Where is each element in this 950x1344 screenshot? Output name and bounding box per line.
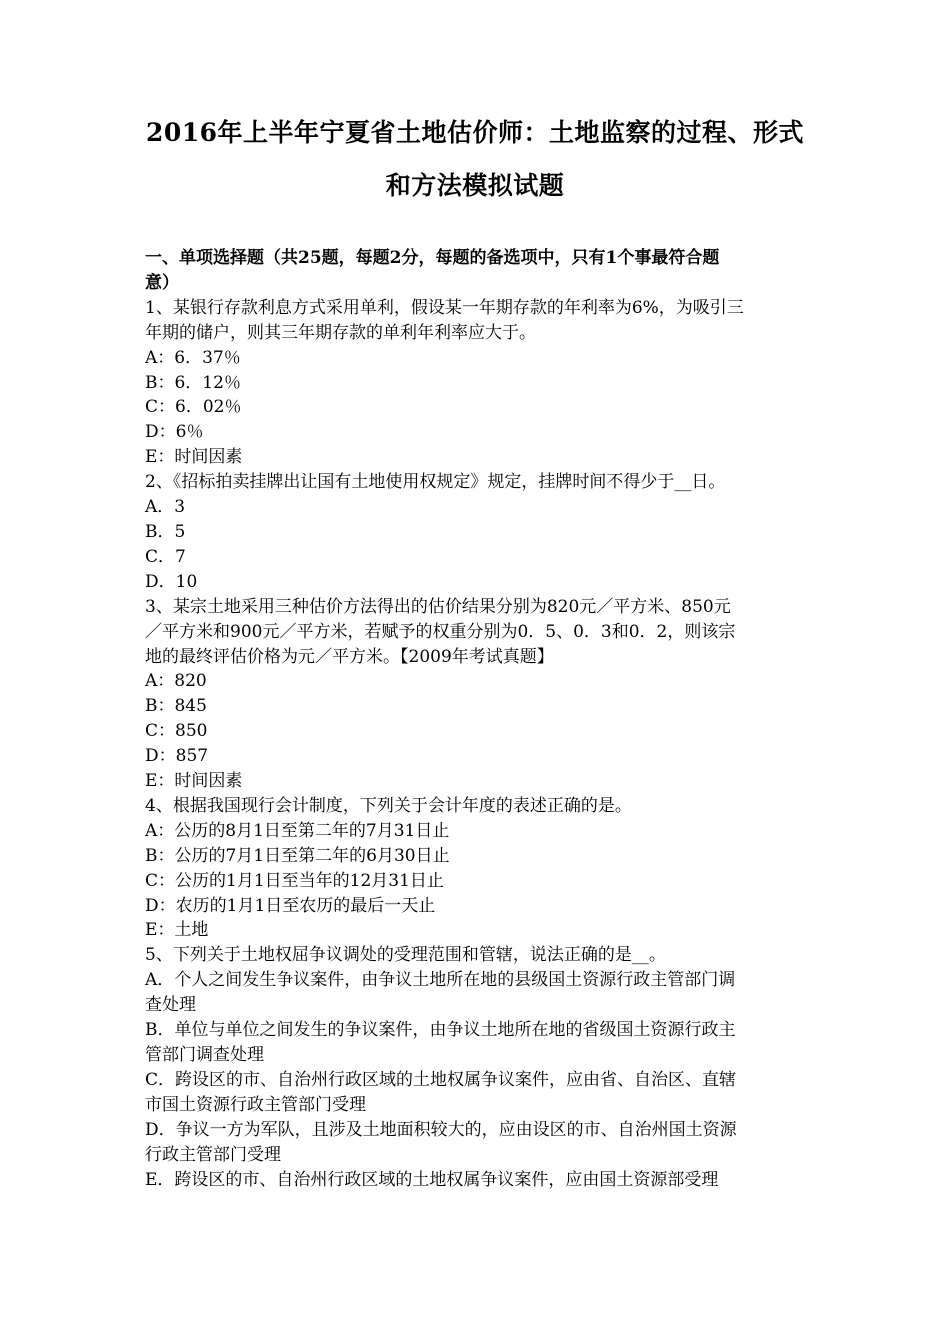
answer-option-line: D：857 [145,746,209,767]
answer-option-line: 市国土资源行政主管部门受理 [145,1094,366,1115]
answer-option-line: D：6％ [145,422,204,443]
answer-option-line: 管部门调查处理 [145,1045,264,1065]
question-5 [145,943,813,1192]
answer-option-line: E．跨设区的市、自治州行政区域的土地权属争议案件，应由国土资源部受理 [145,1169,719,1190]
section-heading-line-1: 一、单项选择题（共25题，每题2分，每题的备选项中，只有1个事最符合题 [145,248,720,268]
question-stem-line: 4、根据我国现行会计制度，下列关于会计年度的表述正确的是。 [145,795,632,816]
question-2 [145,470,813,595]
question-4 [145,794,813,943]
question-stem-line: 1、某银行存款利息方式采用单利，假设某一年期存款的年利率为6%，为吸引三 [145,297,744,318]
answer-option-line: B．单位与单位之间发生的争议案件，由争议土地所在地的省级国土资源行政主 [145,1020,736,1041]
question-stem-line: 年期的储户，则其三年期存款的单利年利率应大于。 [145,322,536,343]
answer-option-line: D．10 [145,571,198,592]
question-stem-line: 2、《招标拍卖挂牌出让国有土地使用权规定》规定，挂牌时间不得少于__日。 [145,472,726,493]
answer-option-line: A：820 [145,671,207,692]
answer-option-line: C：公历的1月1日至当年的12月31日止 [145,870,444,891]
answer-option-line: A：公历的8月1日至第二年的7月31日止 [145,820,450,841]
answer-option-line: C．跨设区的市、自治州行政区域的土地权属争议案件，应由省、自治区、直辖 [145,1069,737,1090]
answer-option-line: A．个人之间发生争议案件，由争议土地所在地的县级国土资源行政主管部门调 [145,970,736,991]
answer-option-line: 行政主管部门受理 [145,1144,281,1165]
question-stem-line: 地的最终评估价格为元／平方米。【2009年考试真题】 [145,646,554,667]
question-3 [145,595,813,794]
question-stem-line: ／平方米和900元／平方米，若赋予的权重分别为0．5、0．3和0．2，则该宗 [145,621,736,642]
question-list [145,296,813,1193]
answer-option-line: D：农历的1月1日至农历的最后一天止 [145,895,436,916]
answer-option-line: 查处理 [145,995,196,1016]
question-1 [145,296,813,470]
answer-option-line: C：850 [145,721,208,742]
answer-option-line: B．5 [145,521,186,542]
answer-option-line: A：6．37％ [145,347,241,368]
answer-option-line: D．争议一方为军队，且涉及土地面积较大的，应由设区的市、自治州国土资源 [145,1119,737,1140]
document-body [145,246,813,1192]
answer-option-line: E：土地 [145,920,209,941]
answer-option-line: B：845 [145,696,207,717]
answer-option-line: A．3 [145,497,186,518]
document-title-line-2: 和方法模拟试题 [385,171,565,200]
question-stem-line: 5、下列关于土地权屈争议调处的受理范围和管辖，说法正确的是__。 [145,945,666,966]
answer-option-line: C：6．02％ [145,397,242,418]
answer-option-line: B：6．12％ [145,372,241,393]
answer-option-line: E：时间因素 [145,771,243,792]
answer-option-line: E：时间因素 [145,447,243,468]
section-heading-line-2: 意） [145,272,179,293]
answer-option-line: C．7 [145,546,186,567]
answer-option-line: B：公历的7月1日至第二年的6月30日止 [145,845,450,866]
question-stem-line: 3、某宗土地采用三种估价方法得出的估价结果分别为820元／平方米、850元 [145,596,731,617]
document-title-line-1: 2016年上半年宁夏省土地估价师：土地监察的过程、形式 [145,118,805,147]
